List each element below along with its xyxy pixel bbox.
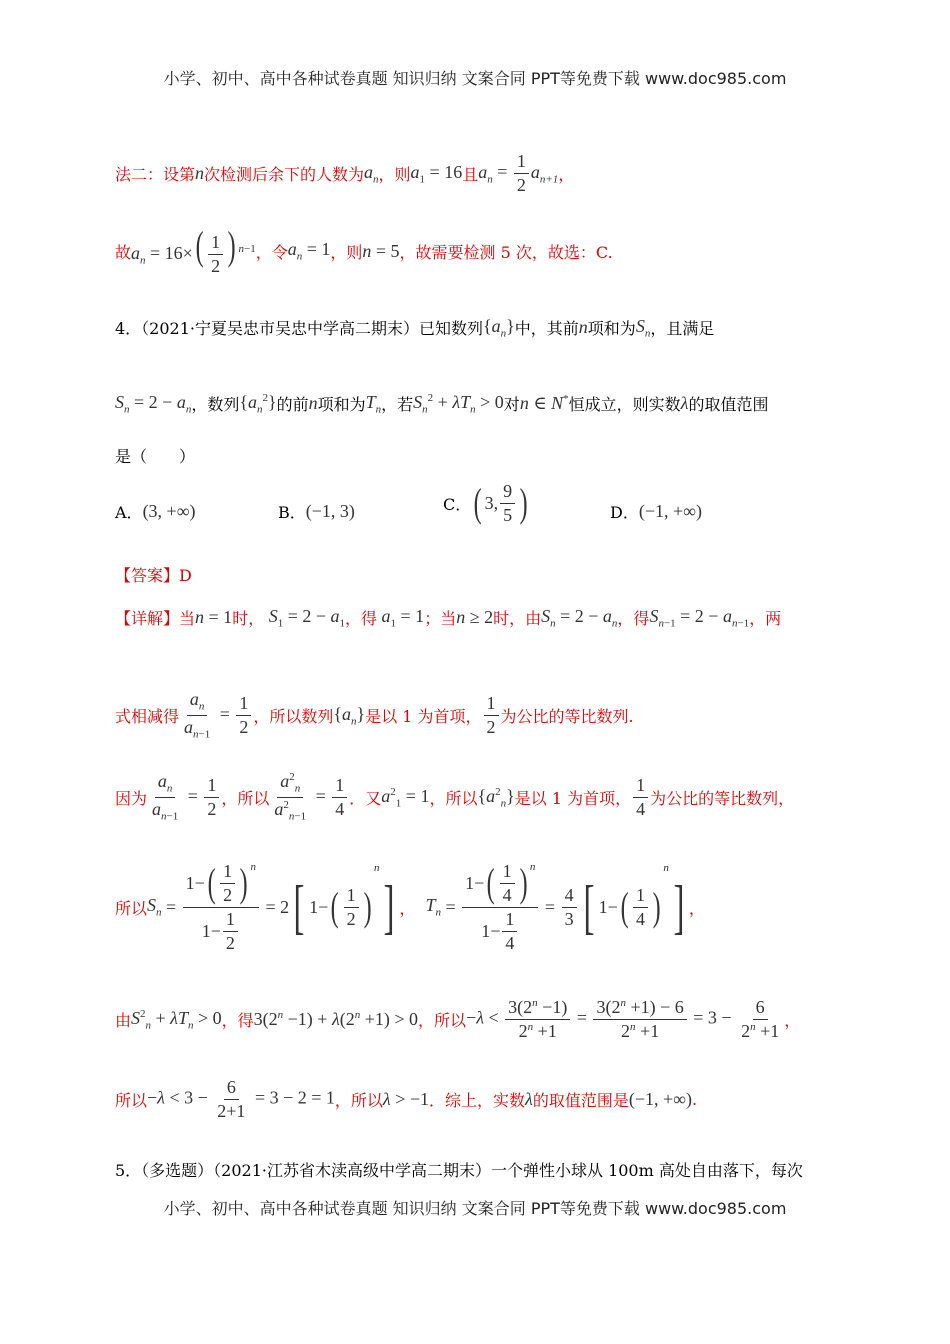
question-4-line3: 是（ ）: [115, 447, 196, 466]
detail-line6: 所以 −λ < 3 − $\frac{6}{2+1}$ = 3 − 2 = 1 ，所以 λ > −1 ．综上，实数 λ 的取值范围是 (−1, +∞) .: [115, 1077, 698, 1121]
detail-line5: 由 $S^2_n + \lambda T_n > 0$ ，得 $3(2^n -1) + \lambda(2^n +1) > 0$ ，所以 −λ < $\frac{3(2^n -1)}{2^n +1}$ = $\frac{3(2^n +1) - 6}{2^n +1}$ = 3 − $\frac{6}{2^n +1}$ ，: [115, 997, 801, 1041]
answer: 【答案】D: [115, 566, 192, 585]
page-footer: 小学、初中、高中各种试卷真题 知识归纳 文案合同 PPT等免费下载 www.doc985.com: [163, 1199, 787, 1218]
page-header: 小学、初中、高中各种试卷真题 知识归纳 文案合同 PPT等免费下载 www.doc985.com: [163, 69, 787, 88]
question-4-line2: $S_n = 2 - a_n$ ，数列 $\{a_n^2\}$ 的前 n 项和为 $T_n$ ，若 $S_n^2 + \lambda T_n > 0$ 对 n ∈ N* 恒成立，则实数 λ 的取值范围: [115, 392, 769, 416]
option-b[interactable]: B． (−1, 3): [278, 501, 355, 522]
option-c[interactable]: C． ( 3, $\frac{9}{5}$ ): [443, 480, 528, 526]
detail-line4: 所以 $S_n$ = 1− ( $\frac{1}{2}$ ) $^n$ 1− $\frac{1}{2}$ = 2 [ 1− ( $\frac{1}{2}$ ) n ] ， $T_n$ = 1− ( $\frac{1}{4}$ ) $^n$ 1− $\frac{1}{4}$ = $\frac{4}{3}$ [ 1− ( $\frac{1}{4}$ ) n ] ，: [115, 860, 705, 953]
option-a[interactable]: A． (3, +∞): [115, 501, 196, 522]
question-5: 5．（多选题）（2021·江苏省木渎高级中学高二期末）一个弹性小球从 100m 高处自由落下，每次: [115, 1161, 803, 1180]
question-4-line1: 4．（2021·宁夏吴忠市吴忠中学高二期末）已知数列 $\{a_n\}$ 中，其前 n 项和为 $S_n$ ，且满足: [115, 316, 715, 340]
detail-line2: 式相减得 $\frac{a_n}{a_{n-1}}$ = $\frac{1}{2}$ ，所以数列 $\{a_n\}$ 是以 1 为首项， $\frac{1}{2}$ 为公比的等比数列.: [115, 689, 634, 741]
option-d[interactable]: D． (−1, +∞): [610, 501, 702, 522]
detail-line3: 因为 $\frac{a_n}{a_{n-1}}$ = $\frac{1}{2}$ ，所以 $\frac{a^2_n}{a^2_{n-1}}$ = $\frac{1}{4}$ ．又 $a^2_1 = 1$ ，所以 $\{a^2_n\}$ 是以 1 为首项， $\frac{1}{4}$ 为公比的等比数列，: [115, 771, 795, 823]
method2-line1: 法二：设第 n 次检测后余下的人数为 $a_n$ ，则 $a_1 = 16$ 且 $a_n$ = $\frac{1}{2}$ $a_{n+1}$ ，: [115, 151, 575, 195]
method2-line2: 故 $a_n = 16\times$( $\frac{1}{2}$ ) $^{n-1}$ ，令 $a_n = 1$ ，则 n = 5 ，故需要检测 5 次，故选：C.: [115, 223, 613, 277]
detail-line1: 【详解】 当 n = 1 时， $S_1 = 2 - a_1$ ，得 $a_1 = 1$ ；当 n ≥ 2 时，由 $S_n = 2 - a_n$ ，得 $S_{n-1} = 2 - a_{n-1}$ ，两: [115, 606, 782, 630]
